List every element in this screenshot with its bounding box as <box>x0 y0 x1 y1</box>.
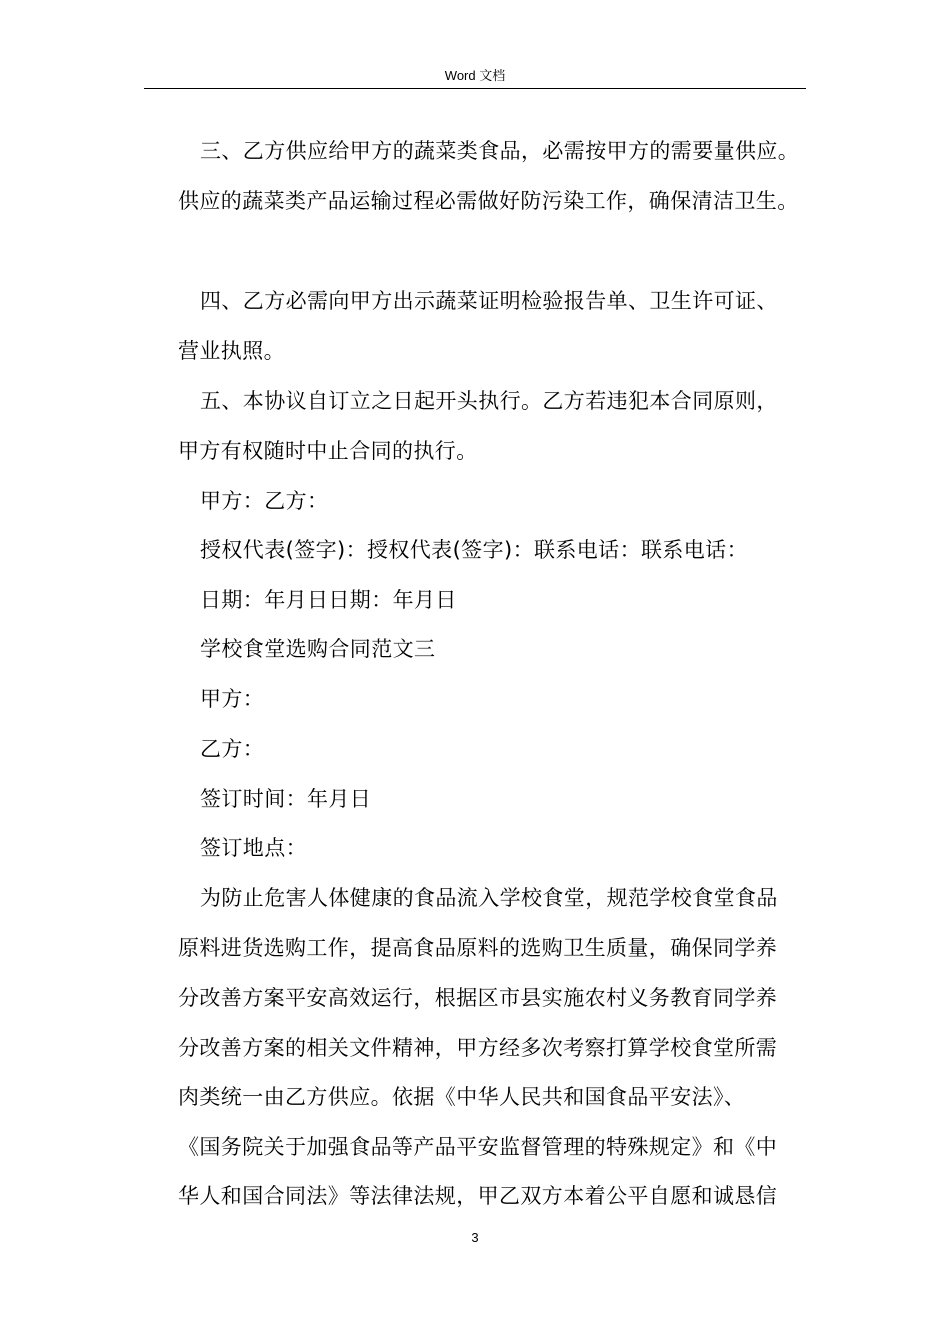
paragraph-line: 四、乙方必需向甲方出示蔬菜证明检验报告单、卫生许可证、 <box>200 289 778 313</box>
paragraph-line: 甲方有权随时中止合同的执行。 <box>178 439 478 463</box>
paragraph-line: 三、乙方供应给甲方的蔬菜类食品，必需按甲方的需要量供应。 <box>200 139 800 163</box>
paragraph-line: 营业执照。 <box>178 339 285 363</box>
paragraph-line: 华人和国合同法》等法律法规，甲乙双方本着公平自愿和诚恳信 <box>178 1184 778 1208</box>
paragraph-line: 甲方：乙方： <box>200 489 329 513</box>
page-number: 3 <box>471 1230 479 1245</box>
paragraph-line: 授权代表(签字)：授权代表(签字)：联系电话：联系电话： <box>200 538 748 562</box>
paragraph-line: 《国务院关于加强食品等产品平安监督管理的特殊规定》和《中 <box>178 1135 778 1159</box>
section-title: 学校食堂选购合同范文三 <box>200 637 436 661</box>
paragraph-line: 五、本协议自订立之日起开头执行。乙方若违犯本合同原则， <box>200 389 778 413</box>
header-divider <box>144 88 806 89</box>
paragraph-line: 供应的蔬菜类产品运输过程必需做好防污染工作，确保清洁卫生。 <box>178 189 799 213</box>
paragraph-line: 分改善方案平安高效运行，根据区市县实施农村义务教育同学养 <box>178 986 778 1010</box>
paragraph-line: 签订时间：年月日 <box>200 787 372 811</box>
paragraph-line: 肉类统一由乙方供应。依据《中华人民共和国食品平安法》、 <box>178 1085 746 1109</box>
paragraph-line: 甲方： <box>200 687 265 711</box>
header-title: Word 文档 <box>444 68 506 83</box>
paragraph-line: 分改善方案的相关文件精神，甲方经多次考察打算学校食堂所需 <box>178 1036 778 1060</box>
paragraph-line: 为防止危害人体健康的食品流入学校食堂，规范学校食堂食品 <box>200 886 778 910</box>
paragraph-line: 签订地点： <box>200 836 307 860</box>
paragraph-line: 乙方： <box>200 737 265 761</box>
paragraph-line: 原料进货选购工作，提高食品原料的选购卫生质量，确保同学养 <box>178 936 778 960</box>
paragraph-line: 日期：年月日日期：年月日 <box>200 588 457 612</box>
